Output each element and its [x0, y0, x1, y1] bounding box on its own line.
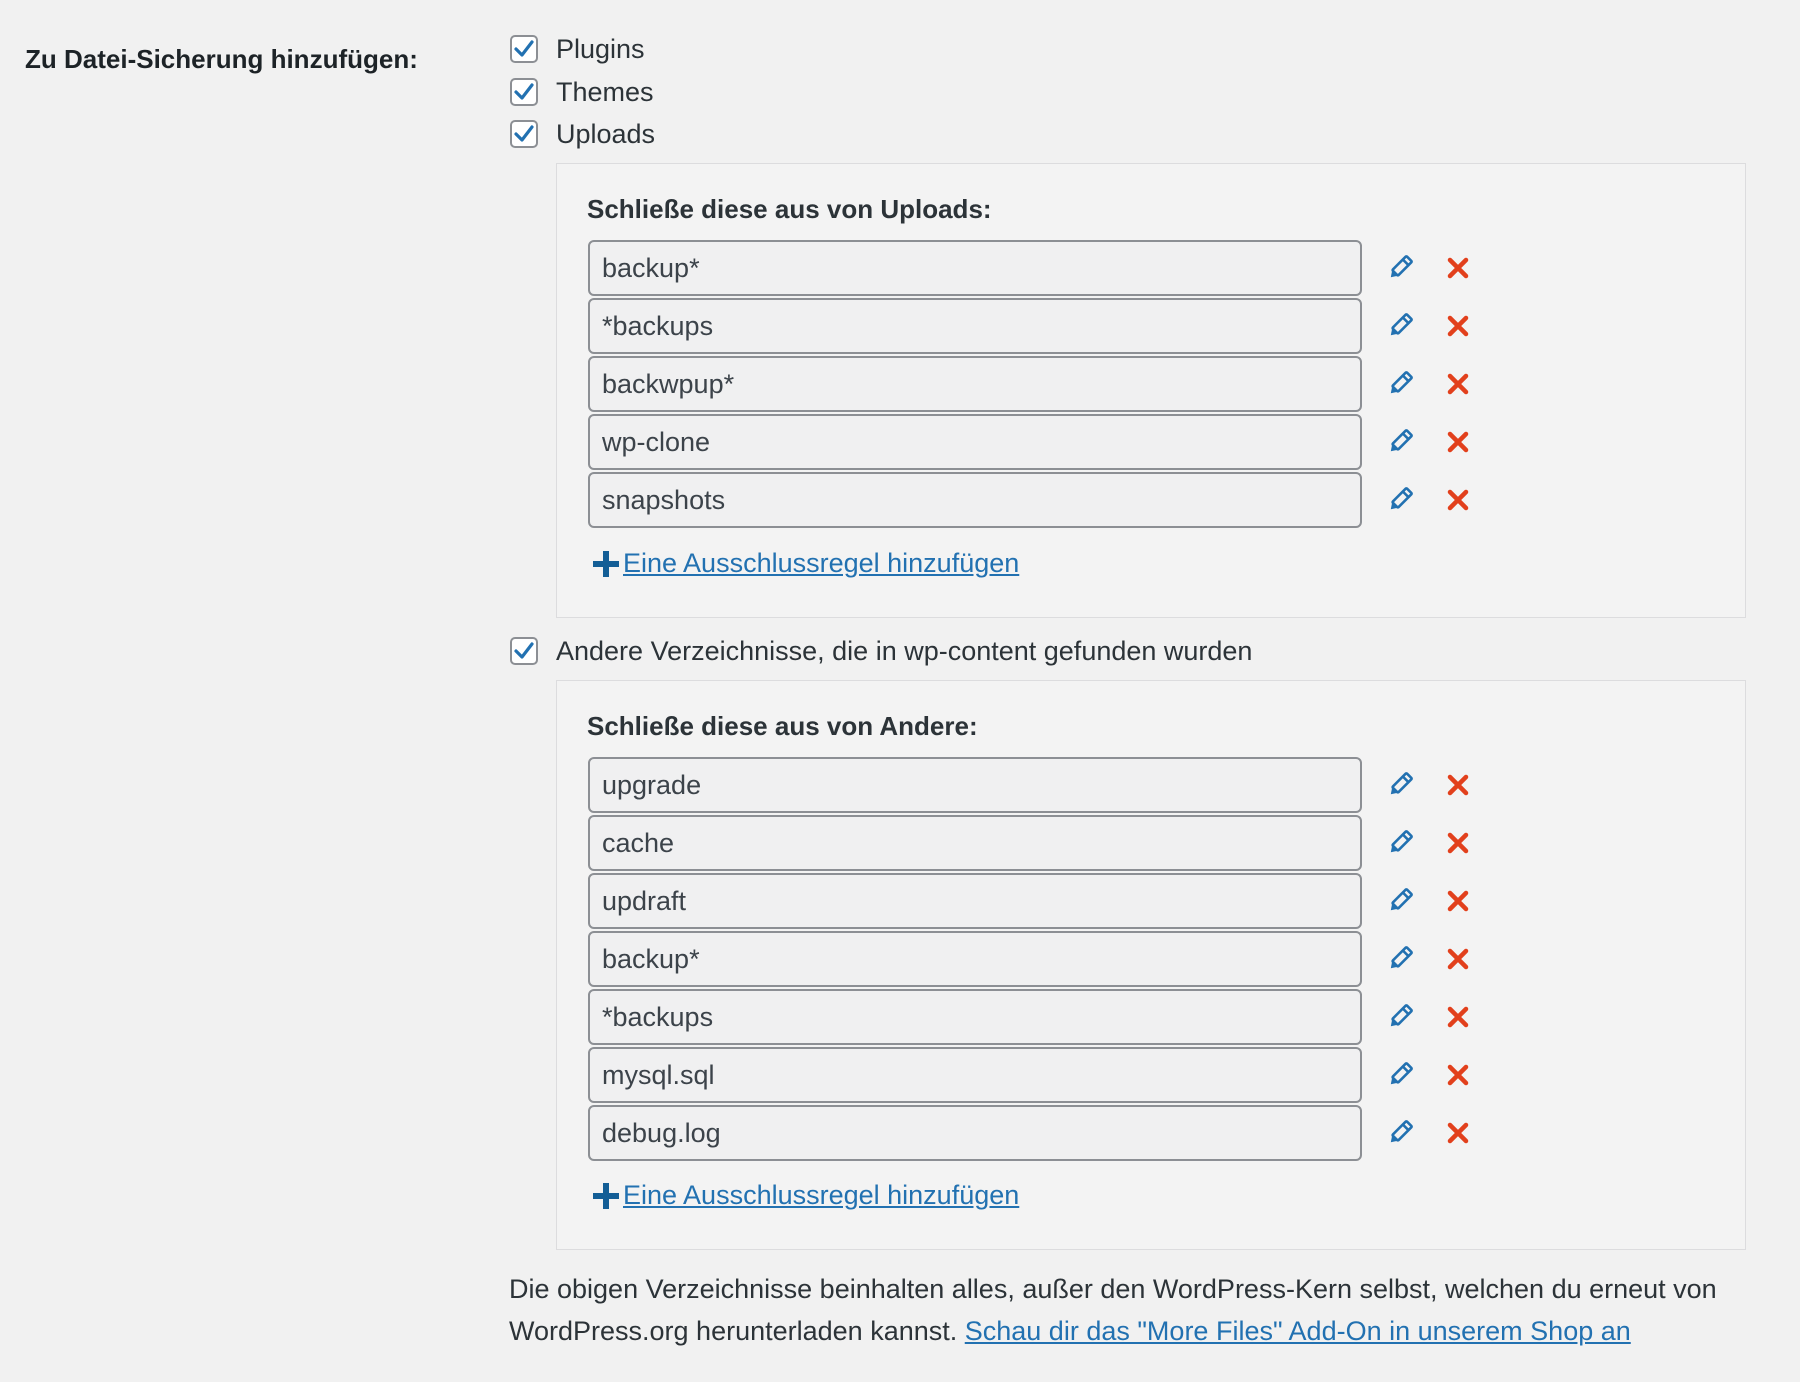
exclusion-rule-input[interactable]: [588, 356, 1362, 412]
close-icon: [1446, 1063, 1470, 1087]
exclusion-rule-row: [588, 239, 1478, 297]
checkbox-row-other-dirs[interactable]: [510, 634, 1252, 668]
close-icon: [1446, 314, 1470, 338]
pencil-icon: [1385, 311, 1415, 341]
footer-note-text: Die obigen Verzeichnisse beinhalten alles, außer den WordPress-Kern selbst, welchen du erneut von WordPress.org herunterladen kannst.: [509, 1274, 1717, 1346]
pencil-icon: [1385, 1002, 1415, 1032]
exclusion-rule-input[interactable]: [588, 1047, 1362, 1103]
checkmark-icon: [513, 123, 535, 145]
exclusion-rule-input[interactable]: [588, 757, 1362, 813]
plus-icon: [593, 551, 619, 577]
exclusion-rule-row: [588, 930, 1478, 988]
edit-rule-button[interactable]: [1380, 1113, 1420, 1153]
close-icon: [1446, 831, 1470, 855]
delete-rule-button[interactable]: [1438, 881, 1478, 921]
exclusion-rule-input[interactable]: [588, 989, 1362, 1045]
other-dirs-checkbox[interactable]: [510, 637, 538, 665]
other-dirs-label: Andere Verzeichnisse, die in wp-content gefunden wurden: [556, 635, 1253, 666]
exclusion-rule-row: [588, 814, 1478, 872]
other-exclusion-panel: [556, 680, 1746, 1250]
close-icon: [1446, 773, 1470, 797]
checkmark-icon: [513, 38, 535, 60]
uploads-label: Uploads: [556, 118, 656, 149]
edit-rule-button[interactable]: [1380, 997, 1420, 1037]
delete-rule-button[interactable]: [1438, 364, 1478, 404]
checkbox-row-plugins[interactable]: [510, 32, 645, 66]
delete-rule-button[interactable]: [1438, 306, 1478, 346]
exclusion-rule-row: [588, 988, 1478, 1046]
delete-rule-button[interactable]: [1438, 823, 1478, 863]
uploads-exclusion-panel: [556, 163, 1746, 618]
edit-rule-button[interactable]: [1380, 765, 1420, 805]
delete-rule-button[interactable]: [1438, 1055, 1478, 1095]
add-other-rule-label[interactable]: Eine Ausschlussregel hinzufügen: [623, 1180, 1020, 1210]
plus-icon: [593, 1183, 619, 1209]
close-icon: [1446, 372, 1470, 396]
edit-rule-button[interactable]: [1380, 422, 1420, 462]
exclusion-rule-row: [588, 413, 1478, 471]
close-icon: [1446, 1121, 1470, 1145]
checkmark-icon: [513, 640, 535, 662]
pencil-icon: [1385, 485, 1415, 515]
plugins-label: Plugins: [556, 33, 645, 64]
pencil-icon: [1385, 1118, 1415, 1148]
footer-note: [509, 1268, 1759, 1352]
delete-rule-button[interactable]: [1438, 1113, 1478, 1153]
close-icon: [1446, 488, 1470, 512]
delete-rule-button[interactable]: [1438, 422, 1478, 462]
exclusion-rule-input[interactable]: [588, 240, 1362, 296]
exclusion-rule-row: [588, 872, 1478, 930]
pencil-icon: [1385, 253, 1415, 283]
uploads-checkbox[interactable]: [510, 120, 538, 148]
checkbox-row-themes[interactable]: [510, 75, 654, 109]
exclusion-rule-row: [588, 1104, 1478, 1162]
close-icon: [1446, 947, 1470, 971]
checkmark-icon: [513, 81, 535, 103]
exclusion-rule-input[interactable]: [588, 1105, 1362, 1161]
edit-rule-button[interactable]: [1380, 881, 1420, 921]
exclusion-rule-row: [588, 1046, 1478, 1104]
add-other-rule-link[interactable]: [593, 1180, 1019, 1211]
pencil-icon: [1385, 944, 1415, 974]
pencil-icon: [1385, 828, 1415, 858]
uploads-exclusion-title: Schließe diese aus von Uploads:: [587, 194, 992, 224]
plugins-checkbox[interactable]: [510, 35, 538, 63]
delete-rule-button[interactable]: [1438, 939, 1478, 979]
delete-rule-button[interactable]: [1438, 997, 1478, 1037]
pencil-icon: [1385, 770, 1415, 800]
themes-checkbox[interactable]: [510, 78, 538, 106]
edit-rule-button[interactable]: [1380, 364, 1420, 404]
edit-rule-button[interactable]: [1380, 480, 1420, 520]
edit-rule-button[interactable]: [1380, 939, 1420, 979]
section-label: Zu Datei-Sicherung hinzufügen:: [25, 44, 418, 74]
close-icon: [1446, 430, 1470, 454]
exclusion-rule-row: [588, 471, 1478, 529]
pencil-icon: [1385, 369, 1415, 399]
exclusion-rule-row: [588, 756, 1478, 814]
close-icon: [1446, 889, 1470, 913]
exclusion-rule-input[interactable]: [588, 873, 1362, 929]
exclusion-rule-input[interactable]: [588, 815, 1362, 871]
edit-rule-button[interactable]: [1380, 1055, 1420, 1095]
delete-rule-button[interactable]: [1438, 765, 1478, 805]
edit-rule-button[interactable]: [1380, 823, 1420, 863]
themes-label: Themes: [556, 76, 654, 107]
other-rule-list: [588, 756, 1478, 1162]
delete-rule-button[interactable]: [1438, 248, 1478, 288]
pencil-icon: [1385, 427, 1415, 457]
checkbox-row-uploads[interactable]: [510, 117, 655, 151]
close-icon: [1446, 256, 1470, 280]
exclusion-rule-input[interactable]: [588, 931, 1362, 987]
uploads-rule-list: [588, 239, 1478, 529]
exclusion-rule-row: [588, 355, 1478, 413]
more-files-addon-link[interactable]: Schau dir das "More Files" Add-On in unserem Shop an: [964, 1316, 1631, 1346]
edit-rule-button[interactable]: [1380, 248, 1420, 288]
pencil-icon: [1385, 1060, 1415, 1090]
add-uploads-rule-label[interactable]: Eine Ausschlussregel hinzufügen: [623, 548, 1020, 578]
delete-rule-button[interactable]: [1438, 480, 1478, 520]
exclusion-rule-input[interactable]: [588, 298, 1362, 354]
edit-rule-button[interactable]: [1380, 306, 1420, 346]
exclusion-rule-row: [588, 297, 1478, 355]
exclusion-rule-input[interactable]: [588, 414, 1362, 470]
add-uploads-rule-link[interactable]: [593, 548, 1019, 579]
exclusion-rule-input[interactable]: [588, 472, 1362, 528]
close-icon: [1446, 1005, 1470, 1029]
other-exclusion-title: Schließe diese aus von Andere:: [587, 711, 978, 741]
pencil-icon: [1385, 886, 1415, 916]
